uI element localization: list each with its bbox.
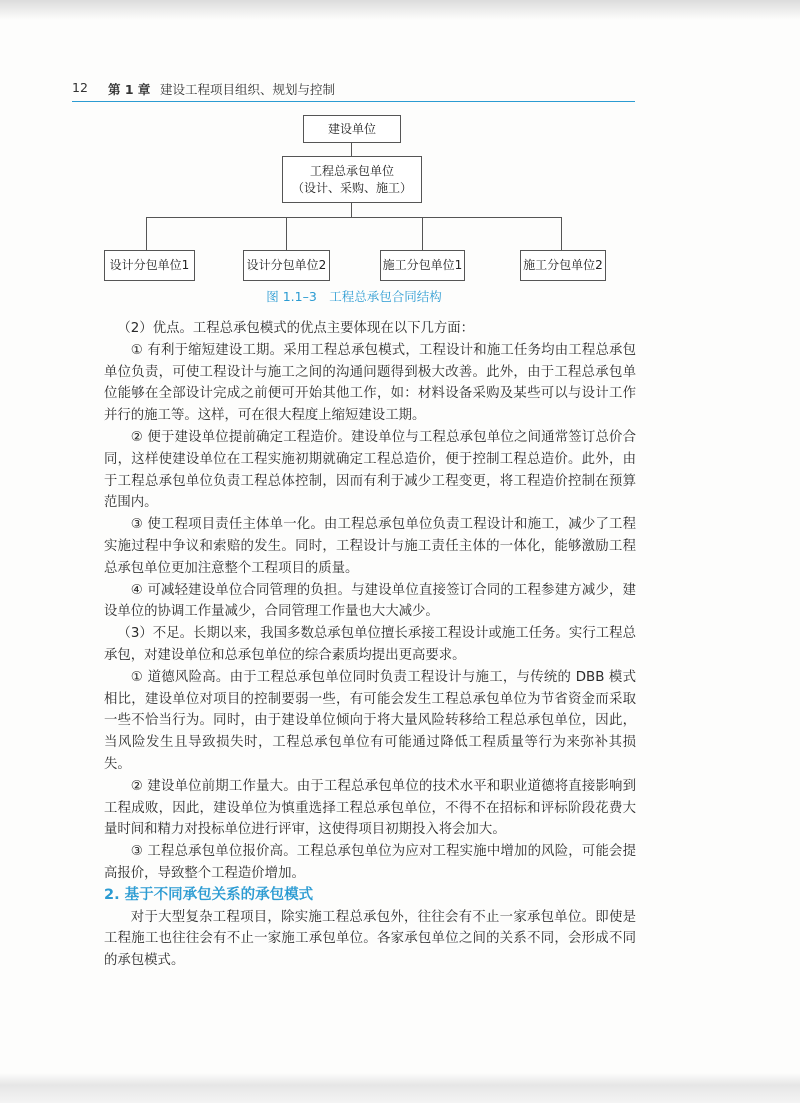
connector-line <box>422 217 423 250</box>
design-sub-1-box <box>104 250 195 281</box>
figure-caption: 图 1.1–3 工程总承包合同结构 <box>266 289 442 304</box>
design-sub-1-label: 设计分包单位1 <box>109 258 190 272</box>
owner-box <box>303 115 401 143</box>
general-contractor-scope: （设计、采购、施工） <box>291 180 412 195</box>
paragraph: ① 有利于缩短建设工期。采用工程总承包模式，工程设计和施工任务均由工程总承包单位负责，可使工程设计与施工之间的沟通问题得到极大改善。此外，由于工程总承包单位能够在全部设计完成之前便可开始其他工作，如：材料设备采购及某些可以与设计工作并行的施工等。这样，可在很大程度上缩短建设工期。 <box>104 342 636 424</box>
paragraph: ② 建设单位前期工作量大。由于工程总承包单位的技术水平和职业道德将直接影响到工程成败，因此，建设单位为慎重选择工程总承包单位，不得不在招标和评标阶段花费大量时间和精力对投标单位进行评审，这使得项目初期投入将会加大。 <box>104 778 636 838</box>
chapter-label: 第 1 章 <box>108 82 151 97</box>
construction-sub-1-label: 施工分包单位1 <box>382 258 463 272</box>
chapter-title: 建设工程项目组织、规划与控制 <box>160 82 336 97</box>
body-text <box>104 318 636 972</box>
connector-line <box>351 203 352 217</box>
org-chart <box>0 0 800 320</box>
design-sub-2-label: 设计分包单位2 <box>246 258 327 272</box>
paragraph: （2）优点。工程总承包模式的优点主要体现在以下几方面： <box>117 321 475 336</box>
paragraph: ③ 工程总承包单位报价高。工程总承包单位为应对工程实施中增加的风险，可能会提高报价，导致整个工程造价增加。 <box>104 844 636 881</box>
paragraph: ① 道德风险高。由于工程总承包单位同时负责工程设计与施工，与传统的 DBB 模式相比，建设单位对项目的控制要弱一些，有可能会发生工程总承包单位为节省资金而采取一些不恰当行为。同时，由于建设单位倾向于将大量风险转移给工程总承包单位，因此，当风险发生且导致损失时，工程总承包单位有可能通过降低工程质量等行为来弥补其损失。 <box>104 669 636 772</box>
construction-sub-2-label: 施工分包单位2 <box>523 258 603 272</box>
paragraph: ④ 可减轻建设单位合同管理的负担。与建设单位直接签订合同的工程参建方减少，建设单位的协调工作量减少，合同管理工作量也大大减少。 <box>104 582 636 620</box>
construction-sub-1-box <box>380 250 465 281</box>
scan-bottom-edge <box>0 1073 800 1103</box>
connector-line <box>286 217 287 250</box>
general-contractor-box <box>282 156 422 203</box>
construction-sub-2-box <box>520 250 606 281</box>
design-sub-2-box <box>243 250 330 281</box>
paragraph: 对于大型复杂工程项目，除实施工程总承包外，往往会有不止一家承包单位。即使是工程施工也往往会有不止一家施工承包单位。各家承包单位之间的关系不同，会形成不同的承包模式。 <box>104 909 636 969</box>
connector-line <box>351 143 352 156</box>
connector-line <box>146 217 147 250</box>
page-number: 12 <box>72 80 88 95</box>
paragraph: ③ 使工程项目责任主体单一化。由工程总承包单位负责工程设计和施工，减少了工程实施过程中争议和索赔的发生。同时，工程设计与施工责任主体的一体化，能够激励工程总承包单位更加注意整个工程项目的质量。 <box>104 517 636 576</box>
general-contractor-label: 工程总承包单位 <box>309 163 394 178</box>
owner-box-label: 建设单位 <box>327 121 376 136</box>
connector-bus <box>146 217 562 218</box>
section-heading: 2. 基于不同承包关系的承包模式 <box>104 886 314 903</box>
paragraph: ② 便于建设单位提前确定工程造价。建设单位与工程总承包单位之间通常签订总价合同，这样使建设单位在工程实施初期就确定工程总造价，便于控制工程总造价。此外，由于工程总承包单位负责工程总体控制，因而有利于减少工程变更，将工程造价控制在预算范围内。 <box>104 429 636 511</box>
paragraph: （3）不足。长期以来，我国多数总承包单位擅长承接工程设计或施工任务。实行工程总承包，对建设单位和总承包单位的综合素质均提出更高要求。 <box>104 626 636 663</box>
connector-line <box>561 217 562 250</box>
